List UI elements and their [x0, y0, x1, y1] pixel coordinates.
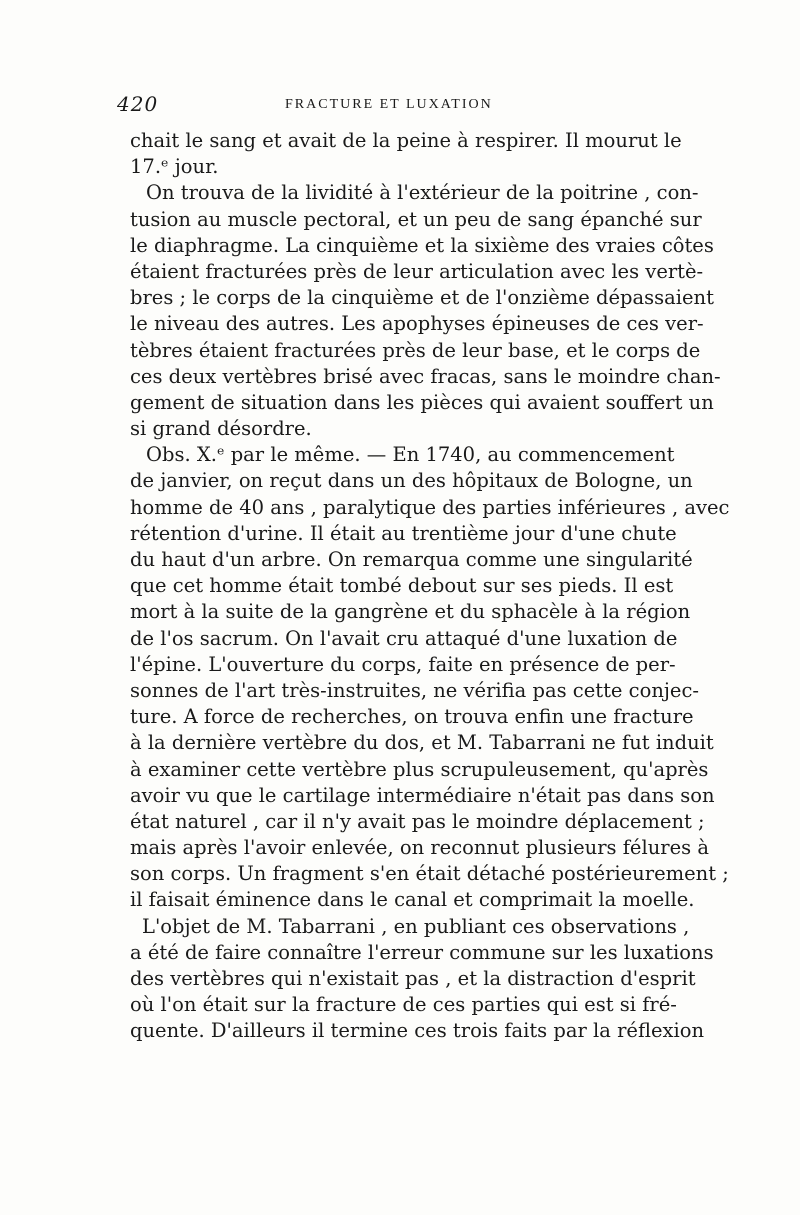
text-line: 17.ᵉ jour.	[130, 155, 219, 179]
text-line: si grand désordre.	[130, 417, 312, 441]
text-line: mort à la suite de la gangrène et du sphacèle à la région	[130, 600, 691, 624]
text-line: le diaphragme. La cinquième et la sixième des vraies côtes	[130, 233, 714, 257]
text-line: de janvier, on reçut dans un des hôpitaux de Bologne, un	[130, 469, 693, 493]
text-line: sonnes de l'art très-instruites, ne vérifia pas cette conjec-	[130, 678, 699, 702]
text-line: son corps. Un fragment s'en était détaché postérieurement ;	[130, 862, 729, 886]
text-line: il faisait éminence dans le canal et comprimait la moelle.	[130, 888, 695, 912]
text-line: où l'on était sur la fracture de ces parties qui est si fré-	[130, 993, 677, 1017]
text-line: a été de faire connaître l'erreur commune sur les luxations	[130, 940, 714, 964]
text-line: L'objet de M. Tabarrani , en publiant ces observations ,	[142, 914, 690, 938]
text-line: l'épine. L'ouverture du corps, faite en présence de per-	[130, 652, 676, 676]
text-line: le niveau des autres. Les apophyses épineuses de ces ver-	[130, 312, 704, 336]
text-line: rétention d'urine. Il était au trentième jour d'une chute	[130, 521, 677, 545]
text-line: tusion au muscle pectoral, et un peu de sang épanché sur	[130, 207, 702, 231]
text-line: ture. A force de recherches, on trouva enfin une fracture	[130, 705, 694, 729]
text-line: On trouva de la lividité à l'extérieur de la poitrine , con-	[146, 181, 699, 205]
body-text	[130, 128, 730, 1045]
text-line: des vertèbres qui n'existait pas , et la distraction d'esprit	[130, 967, 696, 990]
text-line: du haut d'un arbre. On remarqua comme une singularité	[130, 548, 693, 571]
page-number: 420	[117, 92, 159, 116]
text-line: à examiner cette vertèbre plus scrupuleusement, qu'après	[130, 757, 709, 781]
page-header	[117, 92, 677, 118]
text-line: que cet homme était tombé debout sur ses pieds. Il est	[130, 574, 674, 598]
text-line: état naturel , car il n'y avait pas le moindre déplacement ;	[130, 809, 705, 833]
text-line: bres ; le corps de la cinquième et de l'onzième dépassaient	[130, 286, 714, 310]
text-line: étaient fracturées près de leur articulation avec les vertè-	[130, 259, 704, 283]
text-line: mais après l'avoir enlevée, on reconnut plusieurs félures à	[130, 836, 709, 860]
text-line: Obs. X.ᵉ par le même. — En 1740, au commencement	[146, 443, 675, 467]
text-line: avoir vu que le cartilage intermédiaire n'était pas dans son	[130, 783, 715, 807]
text-line: gement de situation dans les pièces qui avaient souffert un	[130, 390, 714, 414]
running-head: FRACTURE ET LUXATION	[285, 97, 493, 112]
text-line: homme de 40 ans , paralytique des parties inférieures , avec	[130, 495, 730, 519]
text-line: quente. D'ailleurs il termine ces trois faits par la réflexion	[130, 1019, 705, 1043]
text-line: chait le sang et avait de la peine à respirer. Il mourut le	[130, 129, 682, 152]
text-line: de l'os sacrum. On l'avait cru attaqué d'une luxation de	[130, 626, 678, 650]
text-line: ces deux vertèbres brisé avec fracas, sans le moindre chan-	[130, 364, 721, 388]
text-line: à la dernière vertèbre du dos, et M. Tabarrani ne fut induit	[130, 731, 714, 755]
text-line: tèbres étaient fracturées près de leur base, et le corps de	[130, 338, 701, 362]
